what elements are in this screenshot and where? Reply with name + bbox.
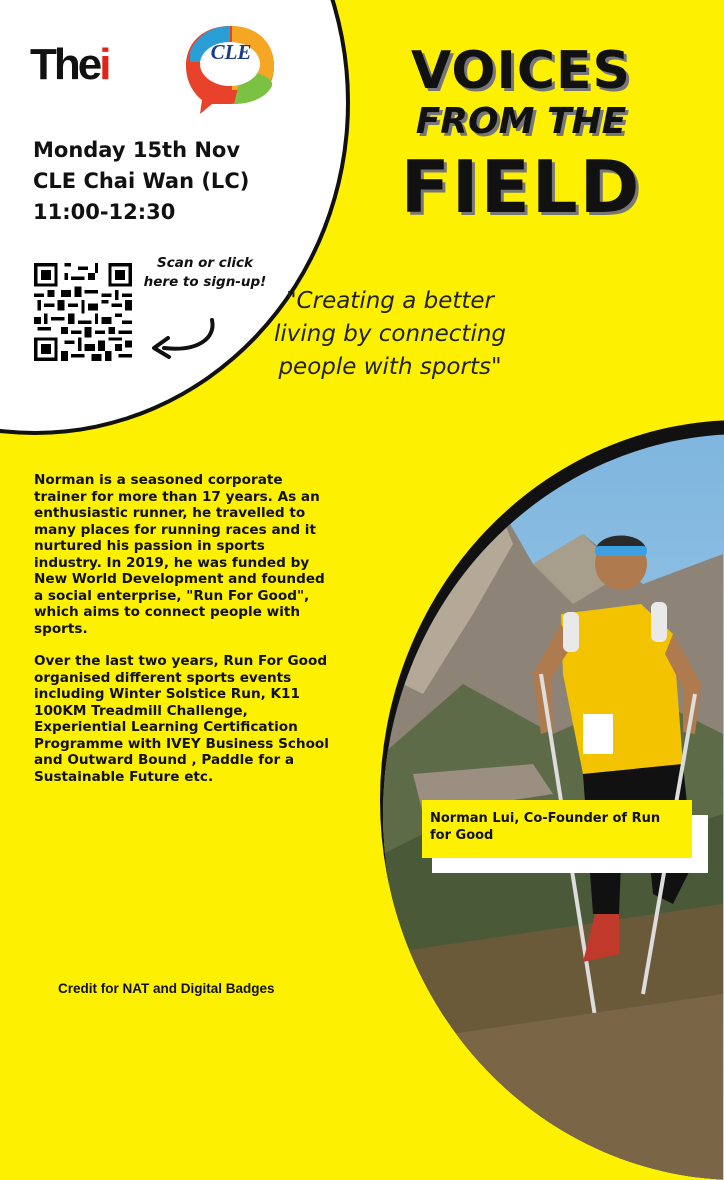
event-venue: CLE Chai Wan (LC) (33, 166, 249, 197)
photo-caption: Norman Lui, Co-Founder of Run for Good (422, 800, 692, 858)
qr-code-icon[interactable] (34, 263, 132, 361)
curved-arrow-icon (142, 316, 222, 362)
headline (348, 42, 694, 230)
event-time: 11:00-12:30 (33, 197, 249, 228)
event-info (33, 135, 249, 228)
quote: "Creating a better living by connecting people with sports" (260, 285, 520, 384)
headline-line-1: VOICES (348, 42, 694, 100)
headline-line-2: FROM THE (348, 100, 694, 144)
headline-line-3: FIELD (348, 144, 694, 230)
cle-logo-text: CLE (202, 40, 260, 65)
bio-paragraph-1: Norman is a seasoned corporate trainer for more than 17 years. As an enthusiastic runner, he travelled to many places for running races and it nurtured his passion in sports industry. In 2019, he was funded by New World Development and founded a social enterprise, "Run For Good", which aims to connect people with sports. (34, 472, 334, 637)
credit-note: Credit for NAT and Digital Badges (58, 981, 275, 996)
cle-logo (182, 22, 278, 114)
signup-link[interactable]: Scan or click here to sign-up! (140, 254, 270, 292)
thei-logo: Thei (30, 40, 108, 90)
speaker-bio (34, 472, 334, 801)
bio-paragraph-2: Over the last two years, Run For Good organised different sports events including Winter Solstice Run, K11 100KM Treadmill Challenge, Experiential Learning Certification Programme with IVEY Business School and Outward Bound , Paddle for a Sustainable Future etc. (34, 653, 334, 785)
event-date: Monday 15th Nov (33, 135, 249, 166)
